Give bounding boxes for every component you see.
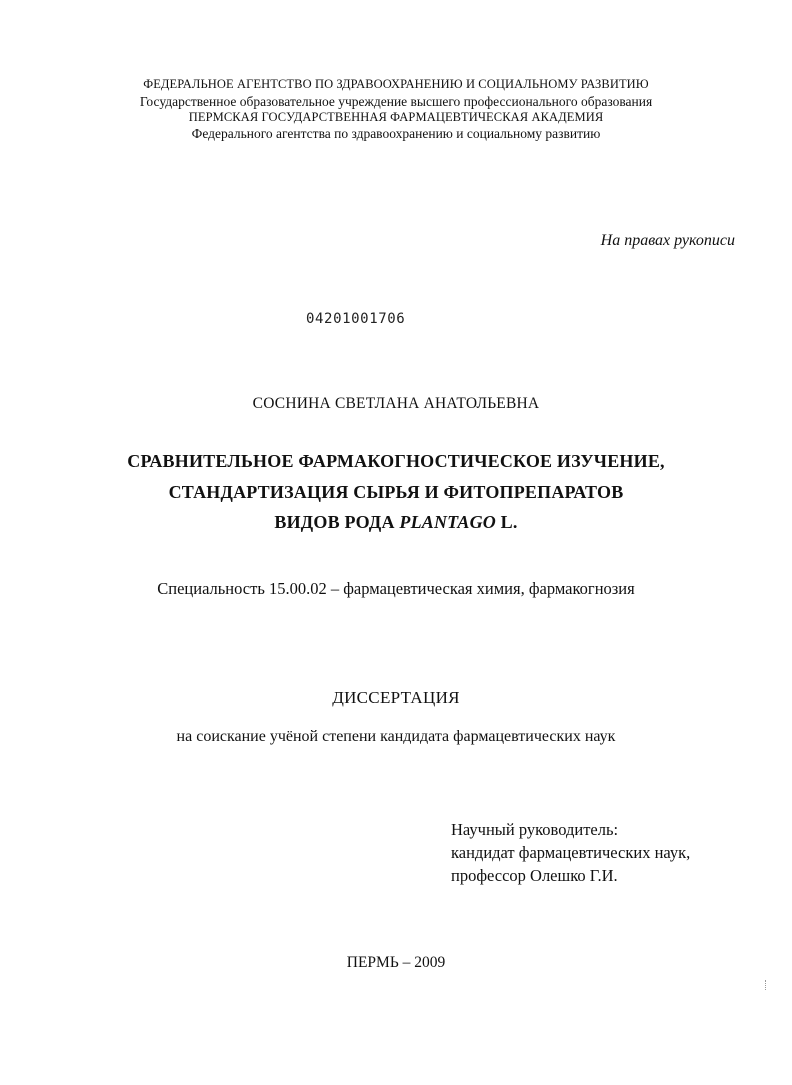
supervisor-role: Научный руководитель: <box>451 820 619 839</box>
supervisor-name: профессор Олешко Г.И. <box>451 866 618 885</box>
degree-statement: на соискание учёной степени кандидата фармацевтических наук <box>176 728 616 745</box>
manuscript-note: На правах рукописи <box>600 232 735 249</box>
title-line-3 <box>0 512 792 533</box>
title-line-3-suffix: L. <box>495 512 518 532</box>
supervisor-block <box>451 818 690 887</box>
header-agency: ФЕДЕРАЛЬНОЕ АГЕНТСТВО ПО ЗДРАВООХРАНЕНИЮ И СОЦИАЛЬНОМУ РАЗВИТИЮ <box>143 77 649 91</box>
scan-artifact <box>765 980 767 990</box>
header-agency-subordination: Федерального агентства по здравоохранению и социальному развитию <box>191 126 601 141</box>
header-institution-type: Государственное образовательное учреждение высшего профессионального образования <box>139 94 653 109</box>
title-line-3-prefix: ВИДОВ РОДА <box>274 512 400 532</box>
document-type: ДИССЕРТАЦИЯ <box>332 688 460 707</box>
specialty: Специальность 15.00.02 – фармацевтическая химия, фармакогнозия <box>157 579 635 598</box>
city-year: ПЕРМЬ – 2009 <box>346 954 446 971</box>
title-line-2: СТАНДАРТИЗАЦИЯ СЫРЬЯ И ФИТОПРЕПАРАТОВ <box>168 482 624 502</box>
title-genus: PLANTAGO <box>399 512 496 532</box>
registration-number: 04201001706 <box>306 311 406 327</box>
author-name: СОСНИНА СВЕТЛАНА АНАТОЛЬЕВНА <box>252 395 540 412</box>
header-academy: ПЕРМСКАЯ ГОСУДАРСТВЕННАЯ ФАРМАЦЕВТИЧЕСКАЯ АКАДЕМИЯ <box>188 110 604 124</box>
title-line-1: СРАВНИТЕЛЬНОЕ ФАРМАКОГНОСТИЧЕСКОЕ ИЗУЧЕНИЕ, <box>127 451 665 471</box>
supervisor-qualification: кандидат фармацевтических наук, <box>451 843 691 862</box>
